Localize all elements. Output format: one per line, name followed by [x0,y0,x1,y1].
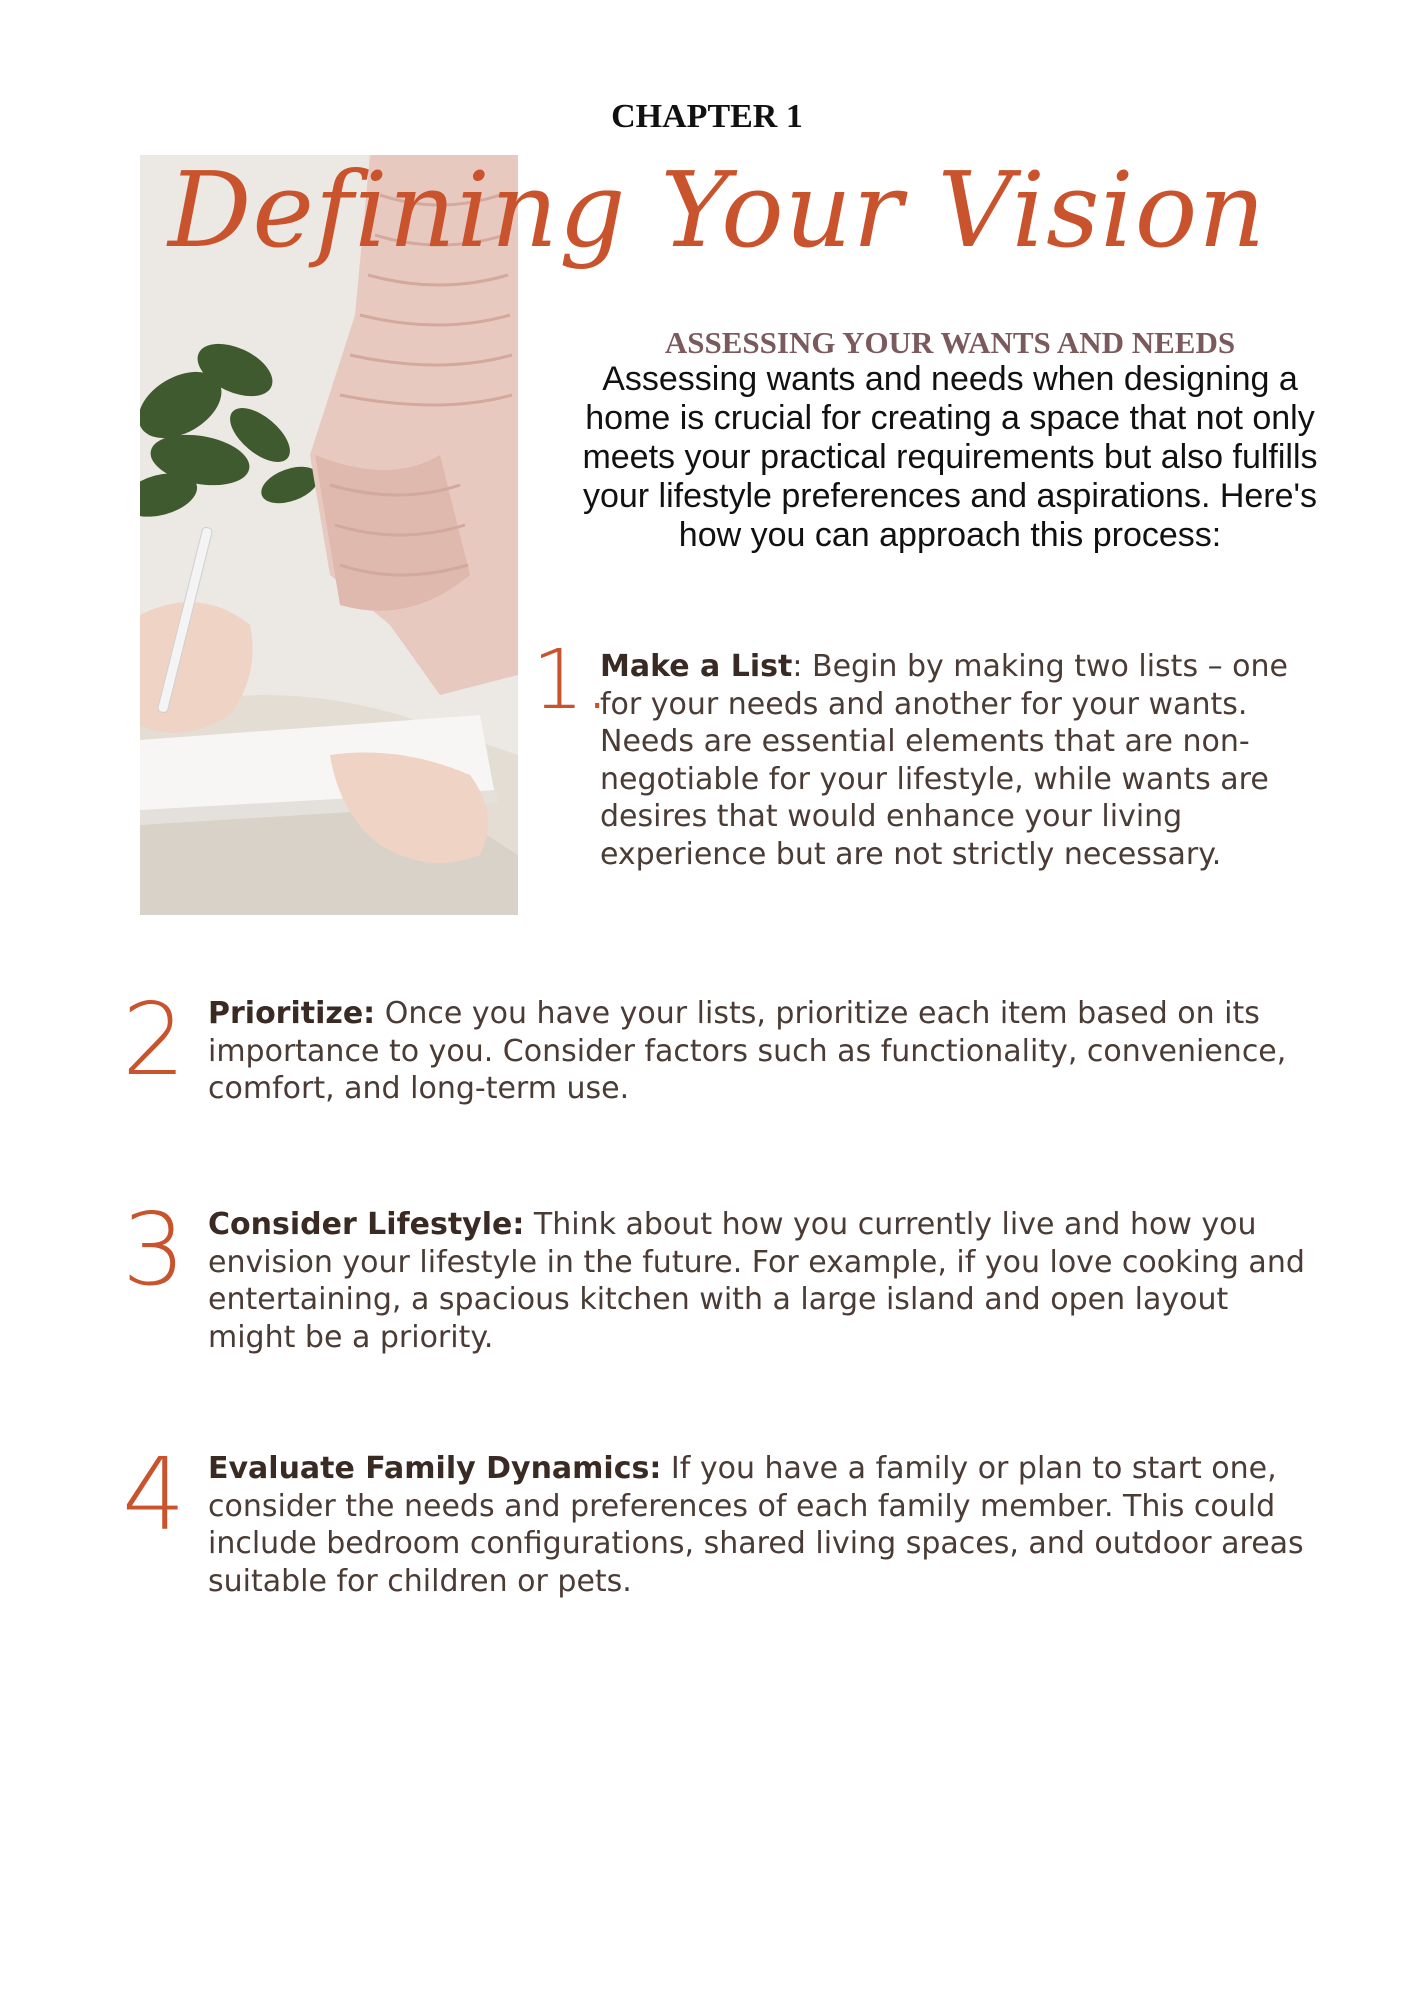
step-body-4: If you have a family or plan to start one, consider the needs and preferences of each family member. This could include bedroom configurations, shared living spaces, and outdoor areas suitable for children or pets. [208,1451,1304,1599]
section-subheading: ASSESSING YOUR WANTS AND NEEDS [664,325,1236,360]
step-heading-2: Prioritize: [208,996,376,1031]
step-heading-3: Consider Lifestyle: [208,1207,525,1242]
step-body-3: Think about how you currently live and how you envision your lifestyle in the future. For example, if you love cooking and entertaining, a spacious kitchen with a large island and open layout might be a priority. [208,1207,1305,1355]
step-heading-1: Make a List [600,649,793,684]
step-number-2: 2 [122,981,186,1098]
step-heading-4: Evaluate Family Dynamics: [208,1451,662,1486]
step-number-4: 4 [122,1436,186,1553]
step-body-2: Once you have your lists, prioritize each item based on its importance to you. Consider factors such as functionality, convenience, comfort, and long-term use. [208,996,1287,1106]
step-text-4 [208,1450,1318,1600]
step-number-3: 3 [122,1191,186,1308]
step-body-1: Begin by making two lists – one for your needs and another for your wants. Needs are essential elements that are non-negotiable for your lifestyle, while wants are desires that would enhance your living experience but are not strictly necessary. [600,649,1288,872]
step-text-2 [208,995,1318,1108]
chapter-title: Defining Your Vision [168,149,1267,271]
chapter-label: CHAPTER 1 [611,98,803,135]
step-text-1: Make a List: Begin by making two lists – one for your needs and another for your wants. Needs are essential elements that are non-negotiable for your lifestyle, while wants are desires that would enhance your living experience but are not strictly necessary. [600,649,1288,872]
step-number-1: 1. [532,633,611,728]
intro-paragraph: Assessing wants and needs when designing a home is crucial for creating a space that not only meets your practical requirements but also fulfills your lifestyle preferences and aspirations. Here's how you can approach this process: [582,360,1318,554]
step-text-3 [208,1206,1318,1356]
